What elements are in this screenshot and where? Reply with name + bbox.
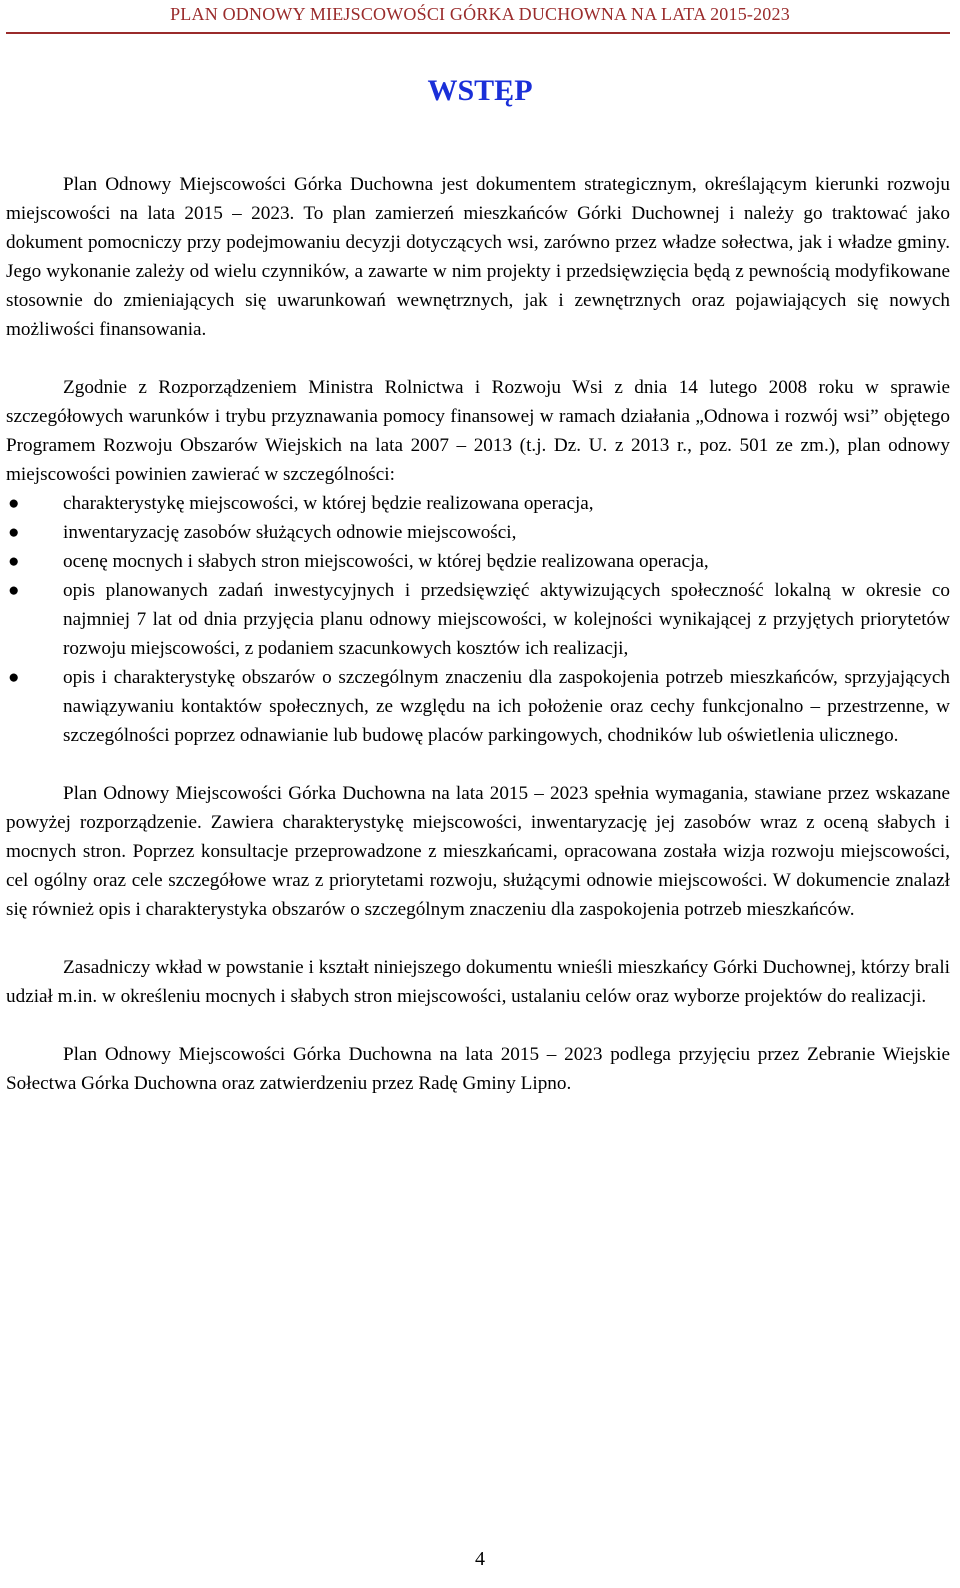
page-title: WSTĘP	[427, 74, 533, 107]
page-number: 4	[475, 1548, 485, 1570]
document-body	[6, 170, 950, 1098]
requirements-list	[6, 489, 950, 750]
bullet-icon: ●	[8, 522, 20, 543]
summary-paragraph: Plan Odnowy Miejscowości Górka Duchowna na lata 2015 – 2023 spełnia wymagania, stawiane przez wskazane powyżej rozporządzenie. Zawiera charakterystykę miejscowości, inwentaryzację jej zasobów wraz z oceną słabych i mocnych stron. Poprzez konsultacje przeprowadzone z mieszkańcami, opracowana została wizja rozwoju miejscowości, cel ogólny oraz cele szczegółowe wraz z priorytetami rozwoju, służącymi odnowie miejscowości. W dokumencie znalazł się również opis i charakterystyka obszarów o szczególnym znaczeniu dla zaspokojenia potrzeb mieszkańców.	[6, 783, 950, 920]
bullet-icon: ●	[8, 493, 20, 514]
list-item	[6, 489, 950, 518]
list-item	[6, 547, 950, 576]
list-item-text: opis i charakterystykę obszarów o szczególnym znaczeniu dla zaspokojenia potrzeb mieszkańców, sprzyjających nawiązywaniu kontaktów społecznych, ze względu na ich położenie oraz cechy funkcjonalno – przestrzenne, w szczególności poprzez odnawianie lub budowę placów parkingowych, chodników lub oświetlenia ulicznego.	[63, 667, 950, 746]
list-item-text: charakterystykę miejscowości, w której będzie realizowana operacja,	[63, 493, 594, 514]
regulation-paragraph: Zgodnie z Rozporządzeniem Ministra Rolnictwa i Rozwoju Wsi z dnia 14 lutego 2008 roku w sprawie szczegółowych warunków i trybu przyznawania pomocy finansowej w ramach działania „Odnowa i rozwój wsi” objętego Programem Rozwoju Obszarów Wiejskich na lata 2007 – 2013 (t.j. Dz. U. z 2013 r., poz. 501 ze zm.), plan odnowy miejscowości powinien zawierać w szczególności:	[6, 377, 950, 485]
list-item-text: opis planowanych zadań inwestycyjnych i przedsięwzięć aktywizujących społeczność lokalną w okresie co najmniej 7 lat od dnia przyjęcia planu odnowy miejscowości, w kolejności wynikającej z przyjętych priorytetów rozwoju miejscowości, z podaniem szacunkowych kosztów ich realizacji,	[63, 580, 950, 659]
contribution-paragraph: Zasadniczy wkład w powstanie i kształt niniejszego dokumentu wnieśli mieszkańcy Górki Duchownej, którzy brali udział m.in. w określeniu mocnych i słabych stron miejscowości, ustalaniu celów oraz wyborze projektów do realizacji.	[6, 957, 950, 1007]
bullet-icon: ●	[8, 580, 20, 601]
list-item	[6, 518, 950, 547]
running-header: PLAN ODNOWY MIEJSCOWOŚCI GÓRKA DUCHOWNA NA LATA 2015-2023	[170, 4, 790, 24]
adoption-paragraph: Plan Odnowy Miejscowości Górka Duchowna na lata 2015 – 2023 podlega przyjęciu przez Zebranie Wiejskie Sołectwa Górka Duchowna oraz zatwierdzeniu przez Radę Gminy Lipno.	[6, 1044, 950, 1094]
list-item	[6, 663, 950, 750]
list-item	[6, 576, 950, 663]
intro-paragraph: Plan Odnowy Miejscowości Górka Duchowna jest dokumentem strategicznym, określającym kierunki rozwoju miejscowości na lata 2015 – 2023. To plan zamierzeń mieszkańców Górki Duchownej i należy go traktować jako dokument pomocniczy przy podejmowaniu decyzji dotyczących wsi, zarówno przez władze sołectwa, jak i władze gminy. Jego wykonanie zależy od wielu czynników, a zawarte w nim projekty i przedsięwzięcia będą z pewnością modyfikowane stosownie do zmieniających się uwarunkowań wewnętrznych, jak i zewnętrznych oraz pojawiających się nowych możliwości finansowania.	[6, 174, 950, 340]
list-item-text: inwentaryzację zasobów służących odnowie miejscowości,	[63, 522, 517, 543]
list-item-text: ocenę mocnych i słabych stron miejscowości, w której będzie realizowana operacja,	[63, 551, 709, 572]
header-divider	[6, 32, 950, 34]
bullet-icon: ●	[8, 551, 20, 572]
bullet-icon: ●	[8, 667, 20, 688]
